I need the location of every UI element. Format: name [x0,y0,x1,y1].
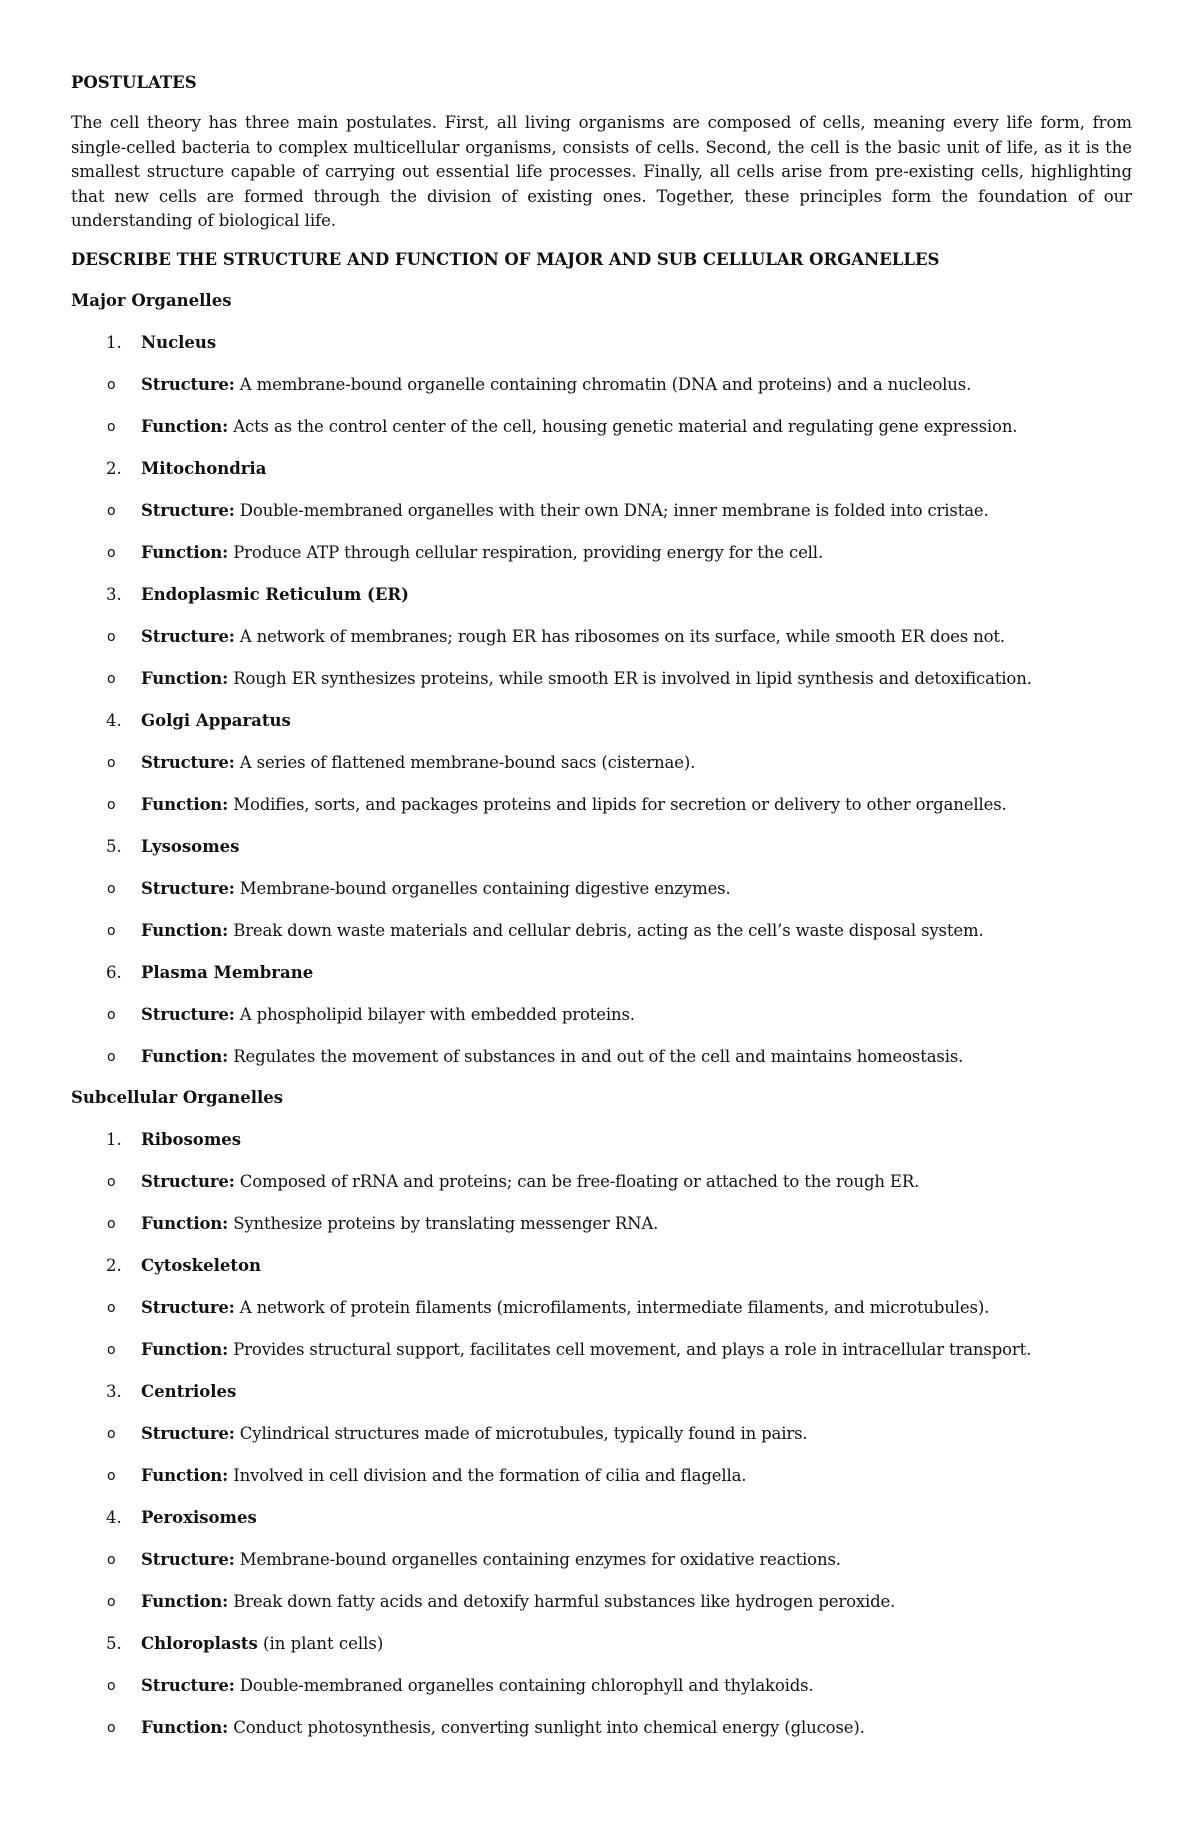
structure-label: Structure: [141,1004,235,1024]
bullet-marker: o [107,1341,116,1358]
bullet-marker: o [107,1677,116,1694]
structure-label: Structure: [141,878,235,898]
organelle-name: Golgi Apparatus [141,710,291,730]
bullet-marker: o [107,502,116,519]
organelle-block [71,584,1132,690]
bullet-marker: o [107,880,116,897]
function-label: Function: [141,1717,229,1737]
structure-label: Structure: [141,752,235,772]
function-label: Function: [141,1046,229,1066]
item-number: 2. [106,458,122,478]
item-number: 4. [106,710,122,730]
structure-bullet [71,500,1132,522]
organelle-item [71,1129,1132,1151]
structure-bullet [71,1423,1132,1445]
function-label: Function: [141,1465,229,1485]
organelle-item [71,332,1132,354]
function-text: Conduct photosynthesis, converting sunlight into chemical energy (glucose). [233,1717,865,1737]
function-bullet [71,1465,1132,1487]
function-text: Break down waste materials and cellular debris, acting as the cell’s waste disposal system. [233,920,984,940]
structure-label: Structure: [141,1549,235,1569]
organelle-details [71,1549,1132,1613]
structure-text: Composed of rRNA and proteins; can be free-floating or attached to the rough ER. [239,1171,920,1191]
organelle-name: Peroxisomes [141,1507,257,1527]
organelle-block [71,962,1132,1068]
organelle-details [71,626,1132,690]
structure-bullet [71,1004,1132,1026]
bullet-marker: o [107,1173,116,1190]
structure-label: Structure: [141,500,235,520]
function-bullet [71,542,1132,564]
function-text: Provides structural support, facilitates cell movement, and plays a role in intracellular transport. [233,1339,1032,1359]
organelle-name-suffix: (in plant cells) [257,1633,384,1653]
structure-text: Double-membraned organelles containing chlorophyll and thylakoids. [239,1675,814,1695]
function-bullet [71,1213,1132,1235]
structure-label: Structure: [141,1675,235,1695]
organelle-item [71,1381,1132,1403]
function-label: Function: [141,920,229,940]
bullet-marker: o [107,1299,116,1316]
bullet-marker: o [107,1467,116,1484]
bullet-marker: o [107,376,116,393]
bullet-marker: o [107,754,116,771]
organelle-block [71,710,1132,816]
structure-label: Structure: [141,1171,235,1191]
function-label: Function: [141,542,229,562]
organelle-item [71,710,1132,732]
structure-label: Structure: [141,374,235,394]
function-label: Function: [141,1339,229,1359]
organelle-name: Plasma Membrane [141,962,314,982]
major-organelles-heading: Major Organelles [71,290,232,310]
describe-heading: DESCRIBE THE STRUCTURE AND FUNCTION OF MAJOR AND SUB CELLULAR ORGANELLES [71,249,940,269]
bullet-marker: o [107,418,116,435]
item-number: 1. [106,1129,122,1149]
structure-text: A series of flattened membrane-bound sacs (cisternae). [239,752,696,772]
function-bullet [71,1717,1132,1739]
item-number: 5. [106,836,122,856]
function-text: Modifies, sorts, and packages proteins and lipids for secretion or delivery to other organelles. [233,794,1007,814]
item-number: 3. [106,584,122,604]
bullet-marker: o [107,1425,116,1442]
structure-bullet [71,752,1132,774]
organelle-item [71,1255,1132,1277]
structure-text: Membrane-bound organelles containing enzymes for oxidative reactions. [239,1549,841,1569]
bullet-marker: o [107,1215,116,1232]
organelle-name: Centrioles [141,1381,237,1401]
item-number: 4. [106,1507,122,1527]
structure-text: A membrane-bound organelle containing chromatin (DNA and proteins) and a nucleolus. [239,374,972,394]
structure-bullet [71,1549,1132,1571]
organelle-name: Mitochondria [141,458,267,478]
structure-bullet [71,1297,1132,1319]
organelle-block [71,1633,1132,1739]
function-bullet [71,1339,1132,1361]
major-organelles-list [71,332,1132,1068]
organelle-details [71,878,1132,942]
organelle-block [71,1507,1132,1613]
function-bullet [71,794,1132,816]
item-number: 1. [106,332,122,352]
bullet-marker: o [107,628,116,645]
bullet-marker: o [107,1719,116,1736]
function-text: Break down fatty acids and detoxify harmful substances like hydrogen peroxide. [233,1591,896,1611]
organelle-details [71,500,1132,564]
organelle-name: Chloroplasts [141,1633,258,1653]
item-number: 3. [106,1381,122,1401]
organelle-name: Endoplasmic Reticulum (ER) [141,584,409,604]
function-text: Involved in cell division and the formation of cilia and flagella. [233,1465,747,1485]
organelle-details [71,1297,1132,1361]
item-number: 5. [106,1633,122,1653]
structure-bullet [71,1675,1132,1697]
organelle-item [71,1507,1132,1529]
function-label: Function: [141,416,229,436]
subcellular-organelles-list [71,1129,1132,1739]
bullet-marker: o [107,796,116,813]
organelle-block [71,458,1132,564]
structure-text: Cylindrical structures made of microtubules, typically found in pairs. [239,1423,808,1443]
organelle-details [71,1423,1132,1487]
organelle-name: Ribosomes [141,1129,242,1149]
organelle-item [71,458,1132,480]
function-label: Function: [141,794,229,814]
organelle-block [71,1129,1132,1235]
structure-label: Structure: [141,1297,235,1317]
structure-text: A network of protein filaments (microfilaments, intermediate filaments, and microtubules). [239,1297,990,1317]
function-bullet [71,668,1132,690]
item-number: 2. [106,1255,122,1275]
organelle-item [71,1633,1132,1655]
organelle-block [71,1255,1132,1361]
organelle-item [71,584,1132,606]
function-bullet [71,1591,1132,1613]
postulates-paragraph: The cell theory has three main postulates. First, all living organisms are composed of cells, meaning every life form, from single-celled bacteria to complex multicellular organisms, consists of cells. Second, the cell is the basic unit of life, as it is the smallest structure capable of carrying out essential life processes. Finally, all cells arise from pre-existing cells, highlighting that new cells are formed through the division of existing ones. Together, these principles form the foundation of our understanding of biological life. [71,113,1132,230]
structure-bullet [71,1171,1132,1193]
organelle-block [71,332,1132,438]
structure-label: Structure: [141,626,235,646]
function-text: Rough ER synthesizes proteins, while smooth ER is involved in lipid synthesis and detoxification. [233,668,1032,688]
bullet-marker: o [107,1593,116,1610]
organelle-details [71,374,1132,438]
organelle-name: Cytoskeleton [141,1255,261,1275]
function-text: Produce ATP through cellular respiration, providing energy for the cell. [233,542,824,562]
function-bullet [71,920,1132,942]
function-bullet [71,416,1132,438]
bullet-marker: o [107,1551,116,1568]
function-text: Acts as the control center of the cell, housing genetic material and regulating gene expression. [233,416,1018,436]
bullet-marker: o [107,670,116,687]
organelle-details [71,1004,1132,1068]
function-label: Function: [141,668,229,688]
function-text: Regulates the movement of substances in and out of the cell and maintains homeostasis. [233,1046,964,1066]
structure-label: Structure: [141,1423,235,1443]
organelle-name: Nucleus [141,332,217,352]
subcellular-organelles-heading: Subcellular Organelles [71,1087,284,1107]
structure-text: A network of membranes; rough ER has ribosomes on its surface, while smooth ER does not. [239,626,1005,646]
structure-bullet [71,626,1132,648]
organelle-details [71,1675,1132,1739]
bullet-marker: o [107,922,116,939]
structure-text: A phospholipid bilayer with embedded proteins. [239,1004,635,1024]
organelle-block [71,1381,1132,1487]
organelle-name: Lysosomes [141,836,240,856]
structure-bullet [71,374,1132,396]
organelle-block [71,836,1132,942]
bullet-marker: o [107,1048,116,1065]
function-label: Function: [141,1213,229,1233]
structure-text: Double-membraned organelles with their own DNA; inner membrane is folded into cristae. [239,500,989,520]
bullet-marker: o [107,544,116,561]
bullet-marker: o [107,1006,116,1023]
function-text: Synthesize proteins by translating messenger RNA. [233,1213,659,1233]
organelle-item [71,962,1132,984]
function-label: Function: [141,1591,229,1611]
function-bullet [71,1046,1132,1068]
structure-bullet [71,878,1132,900]
postulates-heading: POSTULATES [71,73,197,92]
structure-text: Membrane-bound organelles containing digestive enzymes. [239,878,731,898]
organelle-details [71,1171,1132,1235]
organelle-item [71,836,1132,858]
item-number: 6. [106,962,122,982]
organelle-details [71,752,1132,816]
